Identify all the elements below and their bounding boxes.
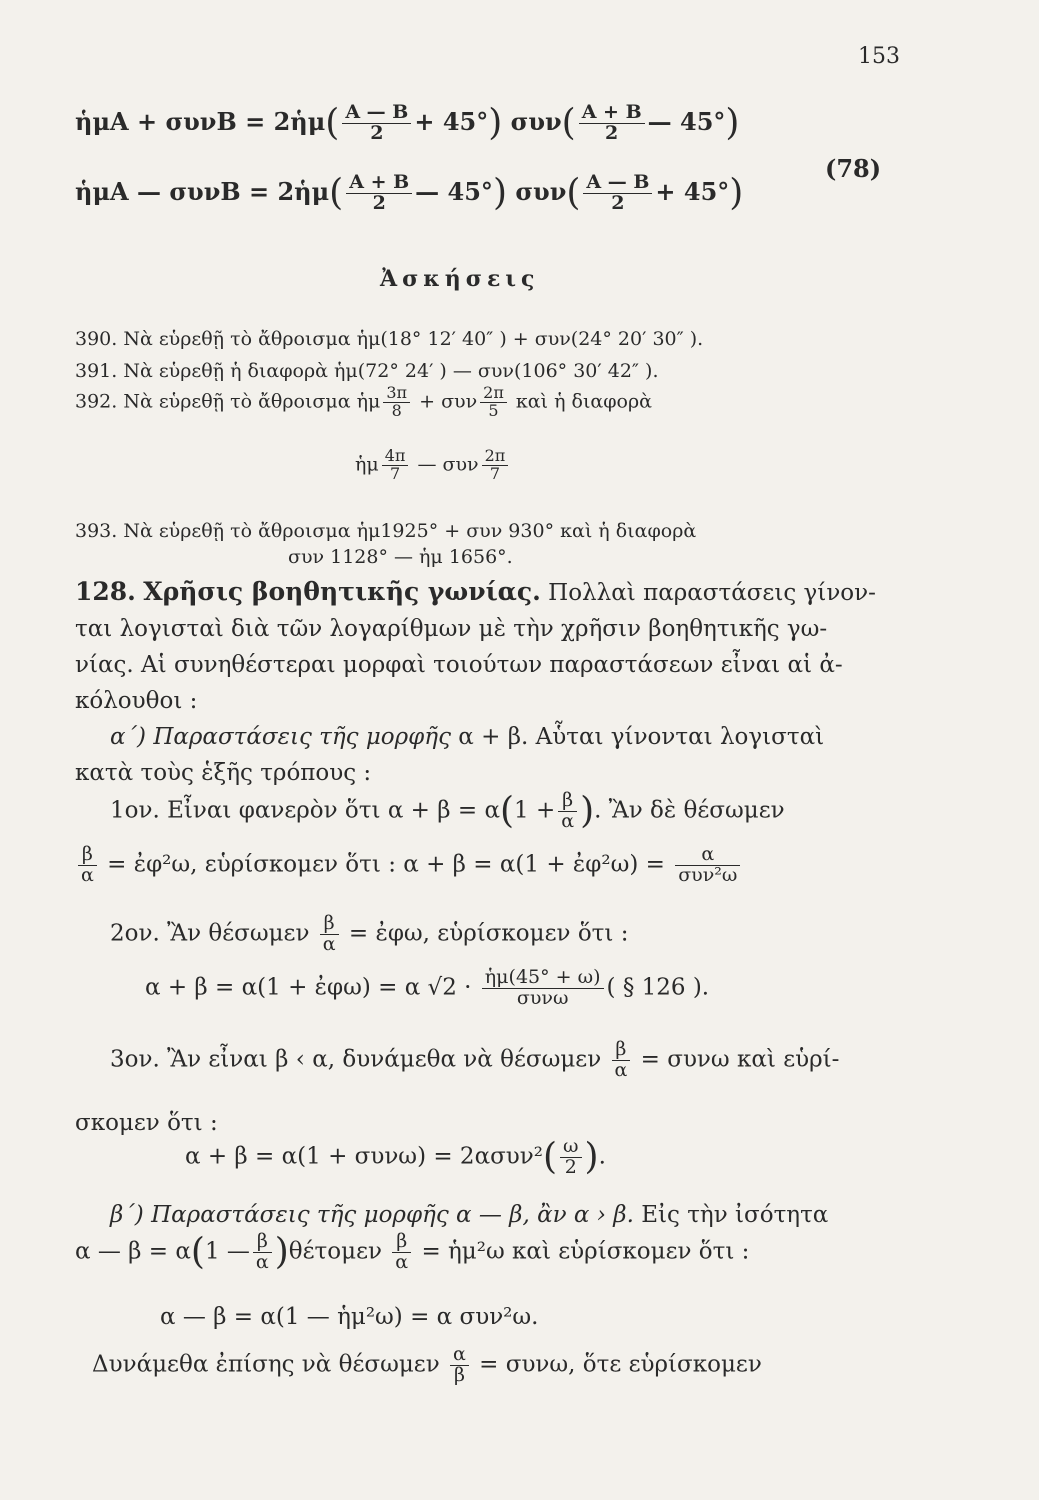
section-title: Χρῆσις βοηθητικῆς γωνίας. xyxy=(143,577,541,606)
section-intro-line-3: νίας. Αἱ συνηθέστεραι μορφαὶ τοιούτων παραστάσεων εἶναι αἱ ἀ- xyxy=(75,652,843,678)
exercise-390: 390. Νὰ εὑρεθῇ τὸ ἄθροισμα ἡμ(18° 12′ 40″ ) + συν(24° 20′ 30″ ). xyxy=(75,328,704,350)
part-b-line-2: α — β = α(1 — $\frac{\beta}{\alpha}$ )θέτομεν $\frac{\beta}{\alpha}$ = ἡμ²ω καὶ εὑρίσκομεν ὅτι : xyxy=(75,1230,750,1273)
case-3-line: 3ον. Ἂν εἶναι β ‹ α, δυνάμεθα νὰ θέσωμεν $\frac{\beta}{\alpha}$ = συνω καὶ εὑρί- xyxy=(110,1038,840,1081)
formula-line-1: ἡμΑ + συνΒ = 2ἡμ( $\frac{A — B}{2}$ + 45°) συν( $\frac{A + B}{2}$ — 45°) xyxy=(75,101,740,144)
exercises-heading: Ἀσκήσεις xyxy=(380,266,540,292)
section-intro-line-2: ται λογισταὶ διὰ τῶν λογαρίθμων μὲ τὴν χρῆσιν βοηθητικῆς γω- xyxy=(75,616,828,642)
part-a-line-2: κατὰ τοὺς ἑξῆς τρόπους : xyxy=(75,760,372,786)
exercise-391: 391. Νὰ εὑρεθῇ ἡ διαφορὰ ἡμ(72° 24′ ) — συν(106° 30′ 42″ ). xyxy=(75,360,659,382)
page-number: 153 xyxy=(858,44,900,69)
section-number: 128. xyxy=(75,577,136,606)
section-intro-line-4: κόλουθοι : xyxy=(75,688,198,714)
case-2-line: 2ον. Ἂν θέσωμεν $\frac{\beta}{\alpha}$ = ἐφω, εὑρίσκομεν ὅτι : xyxy=(110,912,629,955)
section-heading-line: 128. Χρῆσις βοηθητικῆς γωνίας. Πολλαὶ παραστάσεις γίνον- xyxy=(75,577,876,606)
formula-line-2: ἡμΑ — συνΒ = 2ἡμ( $\frac{A + B}{2}$ — 45°) συν( $\frac{A — B}{2}$ + 45°) xyxy=(75,171,744,214)
equation-number: (78) xyxy=(825,154,882,183)
part-b-equation: α — β = α(1 — ἡμ²ω) = α συν²ω. xyxy=(160,1304,539,1330)
case-3-line-2: σκομεν ὅτι : xyxy=(75,1110,218,1136)
case-3-equation: α + β = α(1 + συνω) = 2ασυν²( $\frac{\omega}{2}$ ). xyxy=(185,1135,606,1178)
part-b-last-line: Δυνάμεθα ἐπίσης νὰ θέσωμεν $\frac{\alpha}{\beta}$ = συνω, ὅτε εὑρίσκομεν xyxy=(92,1343,762,1386)
case-1-line: 1ον. Εἶναι φανερὸν ὅτι α + β = α(1 + $\frac{\beta}{\alpha}$ ). Ἂν δὲ θέσωμεν xyxy=(110,789,785,832)
part-b-heading: β΄) Παραστάσεις τῆς μορφῆς α — β, ἂν α › β. Εἰς τὴν ἰσότητα xyxy=(110,1202,829,1228)
case-2-equation: α + β = α(1 + ἐφω) = α √2 · ἡμ(45° + ω) συνω ( § 126 ). xyxy=(145,966,710,1009)
case-1-line-2: $\frac{\beta}{\alpha}$ = ἐφ²ω, εὑρίσκομεν ὅτι : α + β = α(1 + ἐφ²ω) = α συν²ω xyxy=(75,845,743,886)
exercise-392-line-2: ἡμ $\frac{4\pi}{7}$ — συν $\frac{2\pi}{7}$ xyxy=(355,448,511,483)
exercise-393-line-2: συν 1128° — ἡμ 1656°. xyxy=(288,546,513,568)
exercise-392: 392. Νὰ εὑρεθῇ τὸ ἄθροισμα ἡμ $\frac{3\pi}{8}$ + συν $\frac{2\pi}{5}$ καὶ ἡ διαφορὰ xyxy=(75,383,652,420)
exercise-393: 393. Νὰ εὑρεθῇ τὸ ἄθροισμα ἡμ1925° + συν 930° καὶ ἡ διαφορὰ xyxy=(75,520,697,542)
part-a-heading: α΄) Παραστάσεις τῆς μορφῆς α + β. Αὗται γίνονται λογισταὶ xyxy=(110,724,825,750)
